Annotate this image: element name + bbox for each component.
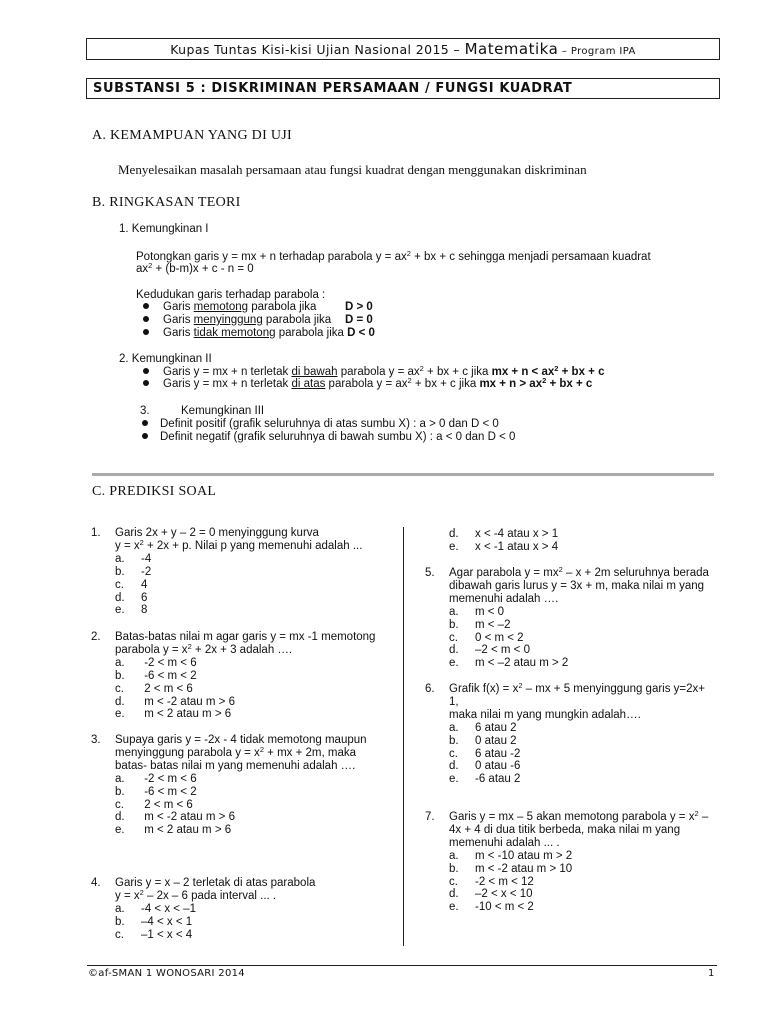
column-divider	[403, 527, 404, 946]
bullet-definit-positif: Definit positif (grafik seluruhnya di atas sumbu X) : a > 0 dan D < 0	[142, 418, 499, 431]
option: a. -4	[115, 552, 152, 565]
option: b. m < –2	[449, 618, 511, 631]
header-subject: Matematika	[464, 40, 559, 58]
kemungkinan-3-num: 3.	[140, 405, 150, 417]
option: d. m < -2 atau m > 6	[115, 695, 235, 708]
option: d. –2 < x < 10	[449, 888, 533, 901]
bullet-di-atas: Garis y = mx + n terletak di atas parabola $y = ax^2$ + bx + c jika mx + $n > ax^2$ + bx + c	[143, 378, 592, 391]
bullet-menyinggung: Garis menyinggung parabola jika	[143, 314, 331, 327]
kemungkinan-1-line2: $ax^2 + (b-m)x + c - n = 0$	[136, 261, 254, 275]
kemungkinan-1-title: 1. Kemungkinan I	[119, 223, 209, 235]
page-number: 1	[708, 968, 715, 979]
option: a. -2 < m < 6	[115, 656, 197, 669]
header-program: – Program IPA	[558, 46, 636, 57]
option: d. m < -2 atau m > 6	[115, 811, 235, 824]
bullet-icon	[142, 420, 148, 426]
option: a. m < -10 atau m > 2	[449, 849, 573, 862]
option: b. -6 < m < 2	[115, 669, 197, 682]
section-a-text: Menyelesaikan masalah persamaan atau fungsi kuadrat dengan menggunakan diskriminan	[118, 162, 587, 177]
bullet-icon	[143, 380, 149, 386]
footer-rule	[87, 965, 717, 966]
option: e. x < -1 atau x > 4	[449, 540, 559, 553]
option: b. 0 atau 2	[449, 734, 517, 747]
option: b. –4 < x < 1	[115, 915, 193, 928]
option: a. m < 0	[449, 605, 505, 618]
section-c-heading: C. PREDIKSI SOAL	[92, 484, 217, 499]
bullet-icon	[142, 433, 148, 439]
section-b-heading: B. RINGKASAN TEORI	[92, 195, 241, 210]
question-4-continued	[449, 528, 719, 554]
kemungkinan-1-line1: Potongkan garis y = mx + n terhadap parabola $y = ax^2$ + bx + c sehingga menjadi persamaan kuadrat	[136, 249, 651, 263]
kemungkinan-2-title: 2. Kemungkinan II	[119, 353, 212, 365]
option: d. 0 atau -6	[449, 760, 521, 773]
option: b. -2	[115, 565, 152, 578]
option: c. -2 < m < 12	[449, 875, 534, 888]
option: e. -10 < m < 2	[449, 901, 534, 914]
option: c. 0 < m < 2	[449, 631, 524, 644]
option: c. 2 < m < 6	[115, 798, 193, 811]
cond-d-positive: D > 0	[345, 301, 373, 313]
option: d. –2 < m < 0	[449, 644, 530, 657]
bullet-icon	[143, 329, 149, 335]
option: b. m < -2 atau m > 10	[449, 862, 573, 875]
document-header	[86, 38, 720, 60]
substansi-title: SUBSTANSI 5 : DISKRIMINAN PERSAMAAN / FUNGSI KUADRAT	[86, 78, 720, 99]
option: a. -4 < x < –1	[115, 902, 196, 915]
section-a-heading: A. KEMAMPUAN YANG DI UJI	[92, 128, 292, 143]
option: e. 8	[115, 604, 148, 617]
option: b. -6 < m < 2	[115, 785, 197, 798]
bullet-memotong: Garis memotong parabola jika	[143, 301, 316, 314]
cond-d-zero: D = 0	[345, 314, 373, 326]
option: e. -6 atau 2	[449, 773, 521, 786]
section-divider	[92, 473, 714, 476]
option: d. 6	[115, 591, 148, 604]
bullet-icon	[143, 316, 149, 322]
option: c. 6 atau -2	[449, 747, 521, 760]
kedudukan-label: Kedudukan garis terhadap parabola :	[136, 289, 326, 301]
option: c. –1 < x < 4	[115, 928, 193, 941]
option: e. m < 2 atau m > 6	[115, 824, 232, 837]
bullet-icon	[143, 368, 149, 374]
header-title: Kupas Tuntas Kisi-kisi Ujian Nasional 2015 –	[170, 42, 465, 57]
bullet-di-bawah: Garis y = mx + n terletak di bawah parabola $y = ax^2$ + bx + c jika mx + $n < ax^2$ + bx + c	[143, 366, 604, 379]
option: d. x < -4 atau x > 1	[449, 528, 559, 540]
bullet-definit-negatif: Definit negatif (grafik seluruhnya di bawah sumbu X) : a < 0 dan D < 0	[142, 431, 515, 444]
option: a. -2 < m < 6	[115, 772, 197, 785]
option: c. 2 < m < 6	[115, 682, 193, 695]
option: a. 6 atau 2	[449, 721, 517, 734]
option: c. 4	[115, 578, 148, 591]
option: e. m < 2 atau m > 6	[115, 708, 232, 721]
footer-copyright: ©af-SMAN 1 WONOSARI 2014	[88, 968, 245, 979]
bullet-icon	[143, 303, 149, 309]
option: e. m < –2 atau m > 2	[449, 657, 569, 670]
kemungkinan-3-title: Kemungkinan III	[181, 405, 265, 417]
bullet-tidak-memotong: Garis tidak memotong parabola jika D < 0	[143, 327, 375, 340]
